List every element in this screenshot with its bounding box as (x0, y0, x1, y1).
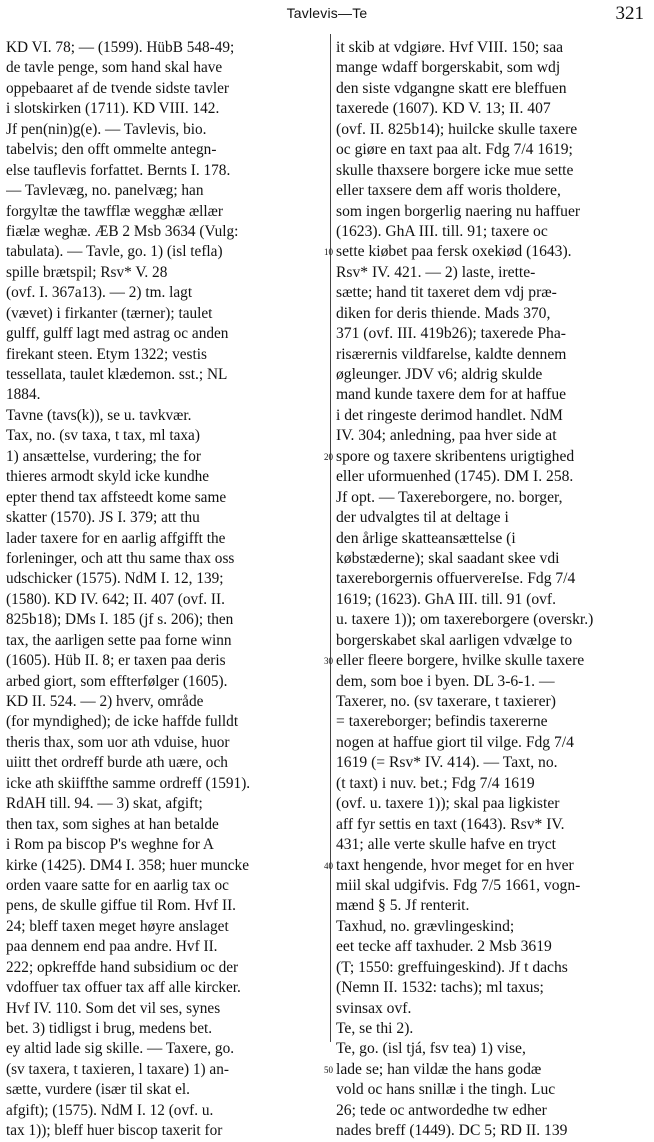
text-line: else tauflevis forfattet. Bernts I. 178. (6, 161, 231, 179)
right-column (336, 38, 646, 1142)
text-line: eet tecke aff taxhuder. 2 Msb 3619 (336, 938, 552, 956)
text-line: mænd § 5. Jf renterit. (336, 897, 470, 915)
text-line: risærernis vildfarelse, kaldte dennem (336, 345, 567, 363)
text-line: diken for deris thiende. Mads 370, (336, 304, 551, 322)
text-line: Tavne (tavs(k)), se u. tavkvær. (6, 406, 192, 424)
text-line: uiitt thet ordreff burde ath uære, och (6, 754, 228, 772)
text-line: gulff, gulff lagt med astrag oc anden (6, 325, 229, 343)
text-line: Te, go. (isl tjá, fsv tea) 1) vise, (336, 1040, 526, 1058)
text-line: IV. 304; anledning, paa hver side at (336, 427, 557, 445)
text-line: (T; 1550: greffuingeskind). Jf t dachs (336, 958, 568, 976)
text-line: (for myndighed); de icke haffde fulldt (6, 713, 239, 731)
text-line: sette kiøbet paa fersk oxekiød (1643). (336, 243, 572, 261)
text-line: Jf opt. — Taxereborgere, no. borger, (336, 488, 563, 506)
text-line: den siste vdgangne skatt ere bleffuen (336, 79, 567, 97)
text-line: taxt hengende, hvor meget for en hver (336, 856, 574, 874)
text-line: icke ath skiiffthe samme ordreff (1591). (6, 774, 251, 792)
text-line: Taxhud, no. grævlingeskind; (336, 917, 515, 935)
text-line: tessellata, taulet klædemon. sst.; NL (6, 366, 228, 383)
text-line: den årlige skatteansættelse (i (336, 529, 516, 547)
text-line: tax, the aarligen sette paa forne winn (6, 631, 232, 649)
text-line: aff fyr settis en taxt (1643). Rsv* IV. (336, 815, 565, 833)
text-line: kirke (1425). DM4 I. 358; huer muncke (6, 856, 249, 874)
text-line: de tavle penge, som hand skal have (6, 59, 223, 77)
text-line: eller fleere borgere, hvilke skulle taxere (336, 652, 585, 670)
text-line: dem, som boe i byen. DL 3-6-1. — (336, 672, 555, 690)
text-line: i Rom pa biscop P's weghne for A (6, 836, 214, 854)
text-line: oc giøre en taxt paa alt. Fdg 7/4 1619; (336, 141, 573, 159)
text-line: svinsax ovf. (336, 999, 412, 1017)
text-line: Rsv* IV. 421. — 2) laste, irette- (336, 263, 536, 281)
text-line: bet. 3) tidligst i brug, medens bet. (6, 1020, 213, 1037)
text-line: skulle thaxsere borgere icke mue sette (336, 161, 574, 179)
text-line: Jf pen(nin)g(e). — Tavlevis, bio. (6, 120, 207, 138)
running-header (0, 0, 654, 34)
text-line: (ovf. u. taxere 1)); skal paa ligkister (336, 795, 560, 813)
text-line: eller uformuenhed (1745). DM I. 258. (336, 468, 574, 486)
text-line: spille brætspil; Rsv* V. 28 (6, 263, 168, 281)
text-line: 222; opkreffde hand subsidium oc der (6, 958, 239, 976)
text-line: u. taxere 1)); om taxereborgere (overskr.) (336, 611, 594, 629)
line-number: 30 (324, 656, 333, 666)
line-number: 20 (324, 452, 333, 462)
text-line: (1580). KD IV. 642; II. 407 (ovf. II. (6, 590, 225, 608)
text-line: Tax, no. (sv taxa, t tax, ml taxa) (6, 427, 200, 445)
text-line: skatter (1570). JS I. 379; att thu (6, 509, 200, 527)
text-line: epter thend tax affsteedt kome same (6, 488, 227, 506)
text-line: lader taxere for en aarlig affgifft the (6, 529, 226, 547)
text-line: Taxerer, no. (sv taxerare, t taxierer) (336, 693, 556, 710)
text-line: then tax, som sighes at han betalde (6, 815, 219, 833)
text-line: spore og taxere skribentens urigtighed (336, 447, 575, 465)
text-line: udschicker (1575). NdM I. 12, 139; (6, 570, 224, 588)
text-line: sætte; hand tit taxeret dem vdj præ- (336, 284, 557, 302)
text-line: paa dennem end paa andre. Hvf II. (6, 938, 218, 956)
text-line: ey altid lade sig skille. — Taxere, go. (6, 1040, 235, 1058)
text-line: = taxereborger; befindis taxererne (336, 713, 548, 731)
text-line: (t taxt) i nuv. bet.; Fdg 7/4 1619 (336, 774, 535, 792)
line-number: 40 (324, 861, 333, 871)
text-line: 26; tede oc antwordedhe tw edher (336, 1101, 547, 1119)
text-line: i slotskirken (1711). KD VIII. 142. (6, 100, 220, 118)
text-line: der udvalgtes til at deltage i (336, 509, 509, 527)
text-line: miil skal udgifvis. Fdg 7/5 1661, vogn- (336, 876, 581, 894)
text-line: 1619; (1623). GhA III. till. 91 (ovf. (336, 590, 557, 608)
text-line: eller taxsere dem aff woris tholdere, (336, 182, 561, 200)
text-line: tabelvis; den offt ommelte antegn- (6, 141, 217, 159)
text-line: (1623). GhA III. till. 91; taxere oc (336, 222, 548, 240)
text-line: 1) ansættelse, vurdering; the for (6, 447, 201, 465)
column-divider (330, 34, 331, 1042)
text-line: theris thax, som uor ath vduise, huor (6, 733, 230, 751)
text-line: vdoffuer tax offuer tax aff alle kircker. (6, 979, 241, 997)
text-line: Te, se thi 2). (336, 1020, 414, 1037)
text-line: mand kunde taxere dem for at haffue (336, 386, 567, 404)
text-line: (1605). Hüb II. 8; er taxen paa deris (6, 652, 226, 670)
text-line: oppebaaret af de tvende sidste tavler (6, 79, 229, 97)
text-line: (Nemn II. 1532: tachs); ml taxus; (336, 979, 544, 997)
text-line: taxerede (1607). KD V. 13; II. 407 (336, 100, 551, 118)
text-line: orden vaare satte for en aarlig tax oc (6, 876, 229, 894)
text-line: i det ringeste derimod handlet. NdM (336, 406, 563, 424)
page-number: 321 (615, 3, 644, 24)
header-title: Tavlevis—Te (286, 5, 368, 21)
text-line: pens, de skulle giffue til Rom. Hvf II. (6, 897, 236, 915)
text-line: 1619 (= Rsv* IV. 414). — Taxt, no. (336, 754, 558, 772)
text-line: RdAH till. 94. — 3) skat, afgift; (6, 795, 203, 813)
text-line: købstæderne); skal saadant skee vdi (336, 549, 560, 567)
text-line: 24; bleff taxen meget høyre anslaget (6, 917, 229, 935)
text-line: it skib at vdgiøre. Hvf VIII. 150; saa (336, 39, 564, 56)
text-line: nades breff (1449). DC 5; RD II. 139 (336, 1122, 568, 1140)
text-line: 1884. (6, 386, 41, 404)
text-line: øgleunger. JDV v6; aldrig skulde (336, 366, 543, 383)
text-line: arbed giort, som effterfølger (1605). (6, 672, 228, 690)
text-line: KD II. 524. — 2) hverv, område (6, 693, 204, 710)
line-number: 10 (324, 247, 333, 257)
text-line: sætte, vurdere (især til skat el. (6, 1081, 190, 1099)
text-line: KD VI. 78; — (1599). HübB 548-49; (6, 39, 235, 56)
text-line: tax 1)); bleff huer biscop taxerit for (6, 1122, 223, 1140)
text-line: (ovf. I. 367a13). — 2) tm. lagt (6, 284, 193, 302)
text-line: (sv taxera, t taxieren, l taxare) 1) an- (6, 1060, 229, 1078)
text-line: som ingen borgerlig naering nu haffuer (336, 202, 581, 220)
text-line: (ovf. II. 825b14); huilcke skulle taxere (336, 120, 578, 138)
text-line: firekant steen. Etym 1322; vestis (6, 345, 207, 363)
text-line: tabulata). — Tavle, go. 1) (isl tefla) (6, 243, 223, 261)
text-line: afgift); (1575). NdM I. 12 (ovf. u. (6, 1101, 214, 1119)
text-line: 431; alle verte skulle hafve en tryct (336, 836, 556, 854)
text-line: forleninger, och att thu same thax oss (6, 549, 235, 567)
text-line: borgerskabet skal aarligen vdvælge to (336, 631, 573, 649)
text-line: thieres armodt skyld icke kundhe (6, 468, 210, 486)
line-number: 50 (324, 1065, 333, 1075)
text-line: forgyltæ the tawfflæ wegghæ ællær (6, 202, 223, 220)
text-line: lade se; han vildæ the hans godæ (336, 1060, 542, 1078)
text-line: nogen at haffue giort til vilge. Fdg 7/4 (336, 733, 574, 751)
text-line: 371 (ovf. III. 419b26); taxerede Pha- (336, 325, 566, 343)
text-line: Hvf IV. 110. Som det vil ses, synes (6, 999, 221, 1017)
text-line: vold oc hans snillæ i the tingh. Luc (336, 1081, 556, 1099)
left-column (6, 38, 324, 1142)
text-line: taxereborgernis offuervereIse. Fdg 7/4 (336, 570, 576, 588)
text-line: 825b18); DMs I. 185 (jf s. 206); then (6, 611, 234, 629)
text-line: mange wdaff borgerskabit, som wdj (336, 59, 561, 77)
text-line: (vævet) i firkanter (tærner); taulet (6, 304, 213, 322)
text-line: — Tavlevæg, no. panelvæg; han (6, 182, 204, 200)
text-line: fiælæ weghæ. ÆB 2 Msb 3634 (Vulg: (6, 222, 239, 240)
